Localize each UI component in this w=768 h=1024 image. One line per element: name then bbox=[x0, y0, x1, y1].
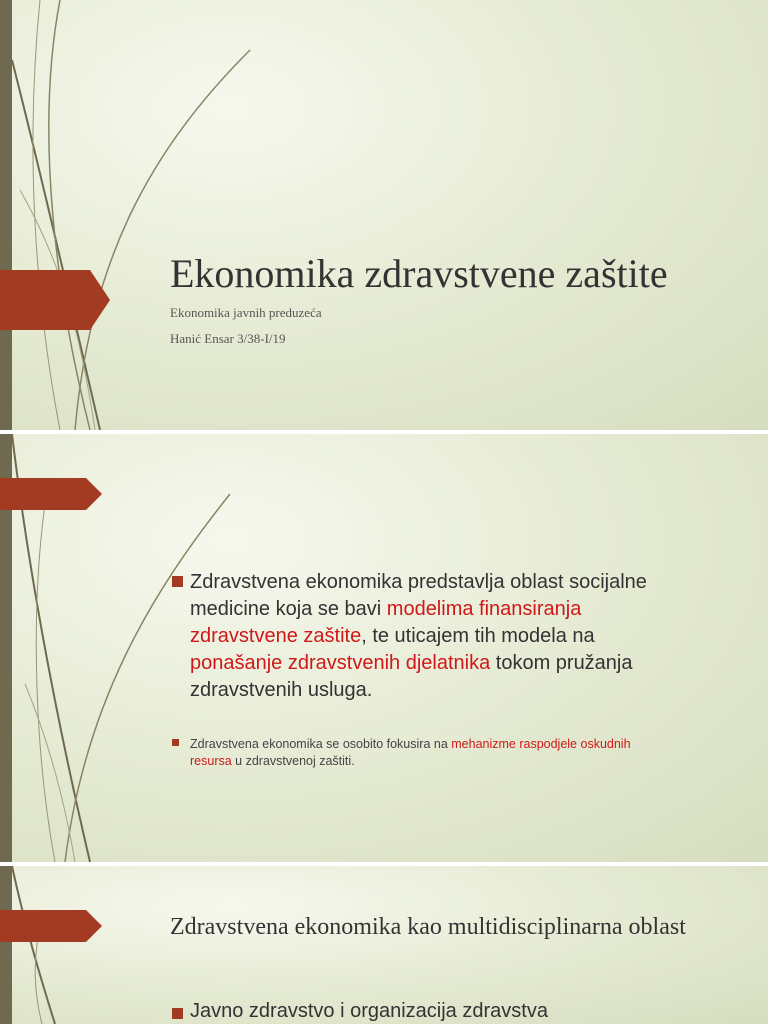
slide-left-bar bbox=[0, 0, 12, 430]
bullet-square bbox=[172, 739, 179, 746]
bullet-text: , te uticajem tih modela na bbox=[361, 625, 595, 647]
subtitle-line: Ekonomika javnih preduzeća bbox=[170, 305, 322, 320]
bullet-paragraph bbox=[190, 736, 660, 770]
slide-title: Zdravstvena ekonomika kao multidisciplinarna oblast bbox=[170, 914, 686, 940]
arrow-accent-shape bbox=[0, 270, 110, 330]
decorative-curves bbox=[0, 0, 768, 430]
slide-title: Ekonomika zdravstvene zaštite bbox=[170, 251, 668, 296]
arrow-accent-shape bbox=[0, 910, 102, 942]
bullet-text: u zdravstvenoj zaštiti. bbox=[231, 754, 355, 768]
bullet-square bbox=[172, 1008, 183, 1019]
highlight-text: ponašanje zdravstvenih djelatnika bbox=[190, 652, 491, 674]
bullet-paragraph: Javno zdravstvo i organizacija zdravstva bbox=[190, 1000, 548, 1022]
highlight-text: modelima finansiranja zdravstvene zaštite bbox=[190, 598, 582, 647]
bullet-square bbox=[172, 576, 183, 587]
title-slide bbox=[0, 0, 768, 430]
bullet-text: Zdravstvena ekonomika se osobito fokusira na bbox=[190, 737, 452, 751]
bullet-text: tokom pružanja zdravstvenih usluga. bbox=[190, 652, 633, 701]
content-slide bbox=[0, 866, 768, 1024]
highlight-text: mehanizme raspodjele oskudnih resursa bbox=[190, 737, 631, 768]
slide-left-bar bbox=[0, 866, 12, 1024]
arrow-accent-shape bbox=[0, 478, 102, 510]
bullet-text: Zdravstvena ekonomika predstavlja oblast socijalne medicine koja se bavi bbox=[190, 571, 647, 620]
bullet-paragraph bbox=[190, 569, 670, 704]
subtitle-line: Hanić Ensar 3/38-I/19 bbox=[170, 331, 286, 346]
content-slide bbox=[0, 434, 768, 862]
